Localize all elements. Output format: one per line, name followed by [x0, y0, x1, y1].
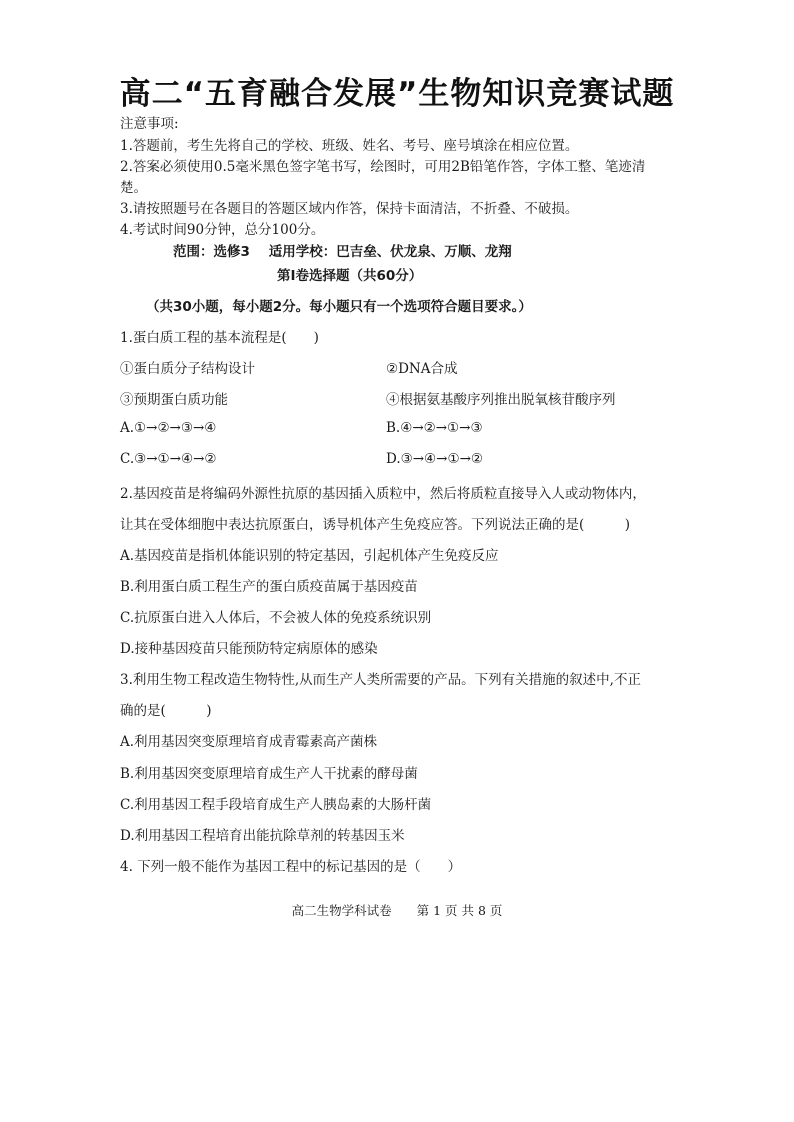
question-1-option-c: C.③→①→④→②: [120, 451, 217, 467]
notes-heading: 注意事项:: [120, 116, 179, 132]
question-3-stem-line-2: 确的是( ): [120, 703, 212, 719]
question-1-option-a: A.①→②→③→④: [120, 420, 217, 436]
note-item-3: 3.请按照题号在各题目的答题区域内作答，保持卡面清洁，不折叠、不破损。: [120, 201, 579, 217]
question-2-option-c: C.抗原蛋白进入人体后，不会被人体的免疫系统识别: [120, 610, 432, 626]
section-title: 第Ⅰ卷选择题（共60分）: [277, 268, 423, 284]
note-item-4: 4.考试时间90分钟，总分100分。: [120, 222, 325, 238]
exam-title: 高二“五育融合发展”生物知识竞赛试题: [119, 76, 675, 112]
question-2-stem-line-2: 让其在受体细胞中表达抗原蛋白，诱导机体产生免疫应答。下列说法正确的是( ): [120, 517, 631, 533]
question-1-item-3: ③预期蛋白质功能: [120, 392, 228, 408]
question-1-option-d: D.③→④→①→②: [386, 451, 483, 467]
question-4-stem: 4. 下列一般不能作为基因工程中的标记基因的是（ ）: [120, 859, 462, 875]
question-3-option-c: C.利用基因工程手段培育成生产人胰岛素的大肠杆菌: [120, 797, 432, 813]
question-3-option-a: A.利用基因突变原理培育成青霉素高产菌株: [120, 734, 378, 750]
question-2-stem-line-1: 2.基因疫苗是将编码外源性抗原的基因插入质粒中，然后将质粒直接导入人或动物体内，: [120, 486, 646, 502]
question-2-option-a: A.基因疫苗是指机体能识别的特定基因，引起机体产生免疫反应: [120, 548, 499, 564]
question-3-stem-line-1: 3.利用生物工程改造生物特性,从而生产人类所需要的产品。下列有关措施的叙述中,不正: [120, 672, 641, 688]
page-footer: 高二生物学科试卷 第 1 页 共 8 页: [291, 903, 503, 918]
question-1-item-1: ①蛋白质分子结构设计: [120, 361, 255, 377]
note-item-2: 2.答案必须使用0.5毫米黑色签字笔书写，绘图时，可用2B铅笔作答，字体工整、笔迹清: [120, 159, 646, 175]
question-2-option-d: D.接种基因疫苗只能预防特定病原体的感染: [120, 641, 378, 657]
question-3-option-b: B.利用基因突变原理培育成生产人干扰素的酵母菌: [120, 766, 418, 782]
question-1-item-4: ④根据氨基酸序列推出脱氧核苷酸序列: [386, 392, 616, 408]
question-3-option-d: D.利用基因工程培育出能抗除草剂的转基因玉米: [120, 828, 405, 844]
question-1-stem: 1.蛋白质工程的基本流程是( ): [120, 330, 319, 346]
note-item-1: 1.答题前，考生先将自己的学校、班级、姓名、考号、座号填涂在相应位置。: [120, 138, 579, 154]
note-item-2-cont: 楚。: [120, 180, 147, 196]
scope-line: 范围：选修3 适用学校：巴吉垒、伏龙泉、万顺、龙翔: [173, 244, 512, 260]
question-1-item-2: ②DNA合成: [386, 361, 458, 377]
section-instruction: （共30小题，每小题2分。每小题只有一个选项符合题目要求。）: [146, 299, 532, 315]
question-2-option-b: B.利用蛋白质工程生产的蛋白质疫苗属于基因疫苗: [120, 579, 418, 595]
question-1-option-b: B.④→②→①→③: [386, 420, 483, 436]
